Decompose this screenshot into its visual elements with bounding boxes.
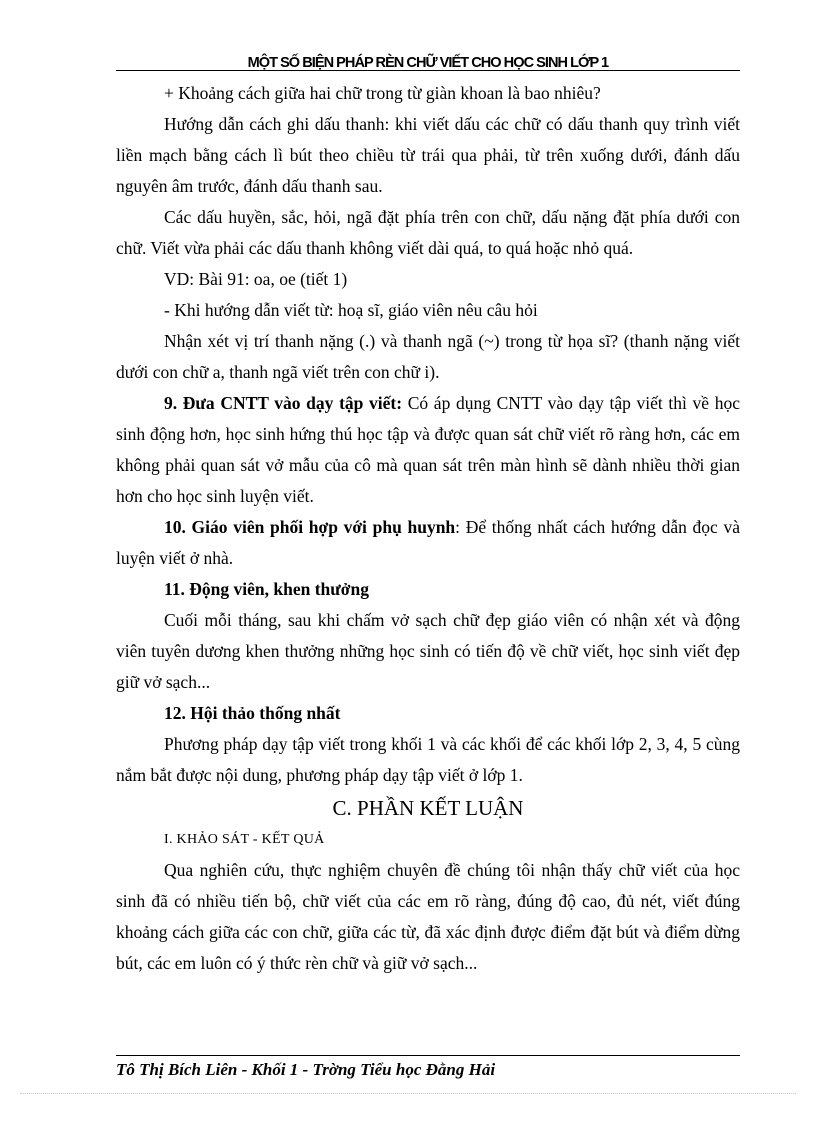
paragraph [116,388,740,512]
heading-inline: 10. Giáo viên phối hợp với phụ huynh [164,517,456,537]
subheading: 12. Hội thảo thống nhất [164,703,341,723]
page-body [116,78,740,979]
paragraph: - Khi hướng dẫn viết từ: hoạ sĩ, giáo viên nêu câu hỏi [164,300,538,320]
page-footer [116,1055,740,1080]
subheading: 11. Động viên, khen thưởng [164,579,369,599]
section-title: C. PHẦN KẾT LUẬN [332,796,524,820]
paragraph: Qua nghiên cứu, thực nghiệm chuyên đề chúng tôi nhận thấy chữ viết của học sinh đã có nhiều tiến bộ, chữ viết của các em rõ ràng, đúng độ cao, đủ nét, viết đúng khoảng cách giữa các con chữ, giữa các từ, đã xác định được điểm đặt bút và điểm dừng bút, các em luôn có ý thức rèn chữ và giữ vở sạch... [116,860,740,973]
page-header [116,50,740,71]
paragraph: + Khoảng cách giữa hai chữ trong từ giàn khoan là bao nhiêu? [164,83,601,103]
header-title: MỘT SỐ BIỆN PHÁP RÈN CHỮ VIẾT CHO HỌC SINH LỚP 1 [247,54,609,71]
paragraph: VD: Bài 91: oa, oe (tiết 1) [164,269,348,289]
paragraph: Hướng dẫn cách ghi dấu thanh: khi viết dấu các chữ có dấu thanh quy trình viết liền mạch bằng cách lì bút theo chiều từ trái qua phải, từ trên xuống dưới, đánh dấu nguyên âm trước, đánh dấu thanh sau. [116,114,740,196]
paragraph: Nhận xét vị trí thanh nặng (.) và thanh ngã (~) trong từ họa sĩ? (thanh nặng viết dưới con chữ a, thanh ngã viết trên con chữ i). [116,331,740,382]
paragraph-text: : Để thống nhất cách hướng dẫn đọc và luyện viết ở nhà. [116,517,740,568]
heading-inline: 9. Đưa CNTT vào dạy tập viết: [164,393,403,413]
subsection-title: I. KHẢO SÁT - KẾT QUẢ [164,832,325,847]
paragraph: Các dấu huyền, sắc, hỏi, ngã đặt phía trên con chữ, dấu nặng đặt phía dưới con chữ. Viết vừa phải các dấu thanh không viết dài quá, to quá hoặc nhỏ quá. [116,207,740,258]
footer-author: Tô Thị Bích Liên - Khối 1 - Trờng Tiểu học Đằng Hải [116,1060,496,1079]
paragraph-text: Có áp dụng CNTT vào dạy tập viết thì về học sinh động hơn, học sinh hứng thú học tập và được quan sát chữ viết rõ ràng hơn, các em không phải quan sát vở mẫu của cô mà quan sát trên màn hình sẽ dành nhiều thời gian hơn cho học sinh luyện viết. [116,393,740,506]
page-edge-divider [20,1093,796,1094]
paragraph [116,512,740,574]
paragraph: Cuối mỗi tháng, sau khi chấm vở sạch chữ đẹp giáo viên có nhận xét và động viên tuyên dương khen thưởng những học sinh có tiến độ về chữ viết, học sinh viết đẹp giữ vở sạch... [116,610,740,692]
paragraph: Phương pháp dạy tập viết trong khối 1 và các khối để các khối lớp 2, 3, 4, 5 cùng nắm bắt được nội dung, phương pháp dạy tập viết ở lớp 1. [116,734,740,785]
